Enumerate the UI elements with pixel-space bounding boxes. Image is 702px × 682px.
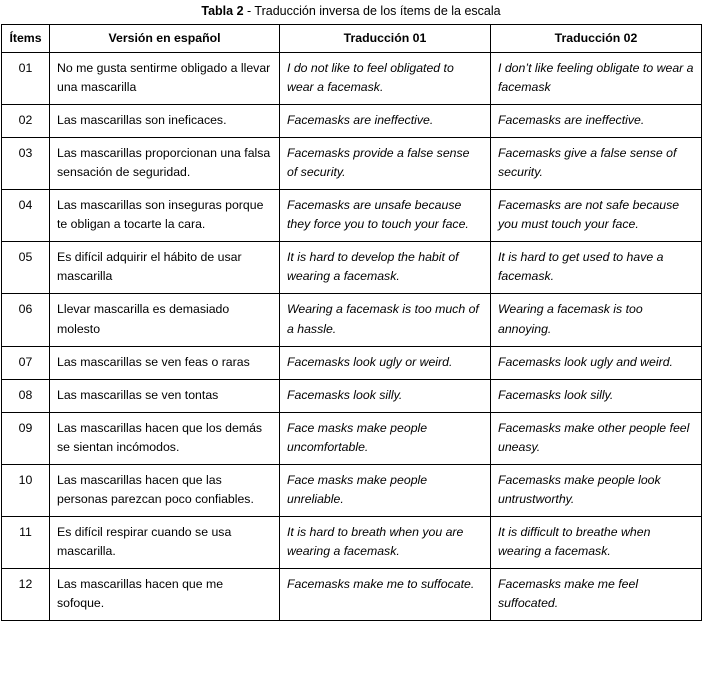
cell-translation-01: Face masks make people unreliable.	[280, 464, 491, 516]
cell-spanish: Las mascarillas son ineficaces.	[50, 105, 280, 138]
table-row	[2, 568, 702, 620]
cell-item: 11	[2, 516, 50, 568]
cell-translation-02: Facemasks look silly.	[491, 379, 702, 412]
cell-translation-01: Face masks make people uncomfortable.	[280, 412, 491, 464]
cell-spanish: Es difícil respirar cuando se usa mascarilla.	[50, 516, 280, 568]
cell-spanish: Las mascarillas son inseguras porque te obligan a tocarte la cara.	[50, 190, 280, 242]
cell-translation-01: Wearing a facemask is too much of a hassle.	[280, 294, 491, 346]
cell-translation-02: It is difficult to breathe when wearing a facemask.	[491, 516, 702, 568]
table-row	[2, 516, 702, 568]
cell-translation-02: Facemasks make me feel suffocated.	[491, 568, 702, 620]
table-row	[2, 53, 702, 105]
cell-item: 02	[2, 105, 50, 138]
cell-spanish: Las mascarillas proporcionan una falsa sensación de seguridad.	[50, 138, 280, 190]
table-row	[2, 105, 702, 138]
table-row	[2, 346, 702, 379]
cell-translation-02: I don’t like feeling obligate to wear a facemask	[491, 53, 702, 105]
cell-spanish: Las mascarillas hacen que las personas parezcan poco confiables.	[50, 464, 280, 516]
cell-spanish: Las mascarillas se ven feas o raras	[50, 346, 280, 379]
cell-translation-01: Facemasks make me to suffocate.	[280, 568, 491, 620]
cell-translation-02: Wearing a facemask is too annoying.	[491, 294, 702, 346]
table-caption-label: Tabla 2	[201, 4, 244, 18]
cell-spanish: Las mascarillas hacen que me sofoque.	[50, 568, 280, 620]
column-header-items: Ítems	[2, 25, 50, 53]
column-header-translation-02: Traducción 02	[491, 25, 702, 53]
cell-item: 01	[2, 53, 50, 105]
cell-spanish: Es difícil adquirir el hábito de usar mascarilla	[50, 242, 280, 294]
cell-spanish: Las mascarillas se ven tontas	[50, 379, 280, 412]
table-row	[2, 138, 702, 190]
cell-spanish: Llevar mascarilla es demasiado molesto	[50, 294, 280, 346]
cell-item: 04	[2, 190, 50, 242]
table-caption-text: Traducción inversa de los ítems de la escala	[254, 4, 501, 18]
cell-translation-01: It is hard to breath when you are wearing a facemask.	[280, 516, 491, 568]
cell-item: 12	[2, 568, 50, 620]
table-caption	[0, 0, 702, 24]
table-row	[2, 412, 702, 464]
cell-translation-02: It is hard to get used to have a facemask.	[491, 242, 702, 294]
cell-translation-02: Facemasks look ugly and weird.	[491, 346, 702, 379]
cell-item: 07	[2, 346, 50, 379]
cell-item: 09	[2, 412, 50, 464]
cell-spanish: No me gusta sentirme obligado a llevar una mascarilla	[50, 53, 280, 105]
cell-translation-01: Facemasks look silly.	[280, 379, 491, 412]
column-header-translation-01: Traducción 01	[280, 25, 491, 53]
translation-table	[1, 24, 702, 621]
cell-item: 08	[2, 379, 50, 412]
table-row	[2, 464, 702, 516]
column-header-spanish-version: Versión en español	[50, 25, 280, 53]
cell-translation-02: Facemasks give a false sense of security.	[491, 138, 702, 190]
cell-spanish: Las mascarillas hacen que los demás se sientan incómodos.	[50, 412, 280, 464]
cell-translation-02: Facemasks are ineffective.	[491, 105, 702, 138]
cell-translation-01: Facemasks look ugly or weird.	[280, 346, 491, 379]
cell-item: 10	[2, 464, 50, 516]
table-body	[2, 53, 702, 621]
cell-translation-01: I do not like to feel obligated to wear a facemask.	[280, 53, 491, 105]
cell-translation-01: It is hard to develop the habit of wearing a facemask.	[280, 242, 491, 294]
cell-item: 03	[2, 138, 50, 190]
table-row	[2, 190, 702, 242]
cell-translation-01: Facemasks are unsafe because they force you to touch your face.	[280, 190, 491, 242]
cell-translation-01: Facemasks are ineffective.	[280, 105, 491, 138]
cell-translation-02: Facemasks make other people feel uneasy.	[491, 412, 702, 464]
table-row	[2, 379, 702, 412]
cell-item: 05	[2, 242, 50, 294]
cell-translation-02: Facemasks are not safe because you must touch your face.	[491, 190, 702, 242]
table-caption-separator: -	[243, 4, 255, 18]
table-header-row	[2, 25, 702, 53]
cell-item: 06	[2, 294, 50, 346]
cell-translation-02: Facemasks make people look untrustworthy.	[491, 464, 702, 516]
table-row	[2, 294, 702, 346]
table-row	[2, 242, 702, 294]
cell-translation-01: Facemasks provide a false sense of security.	[280, 138, 491, 190]
